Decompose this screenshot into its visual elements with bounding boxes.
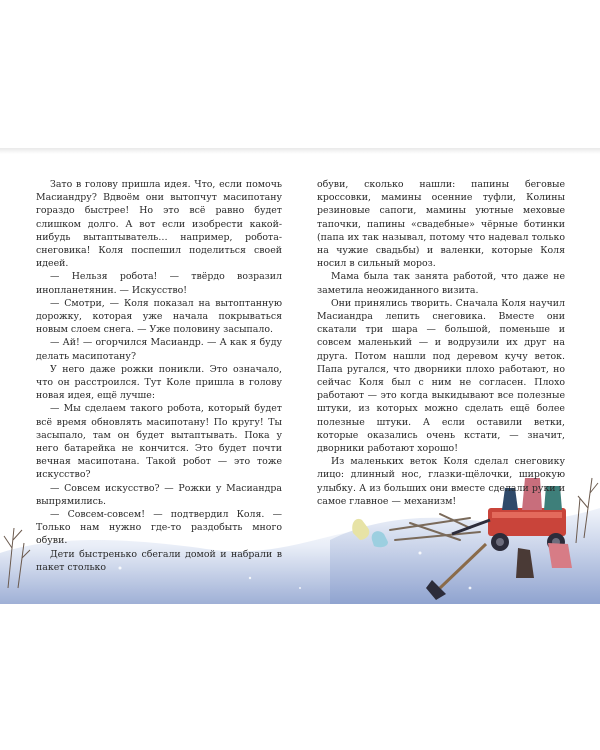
paragraph: — Ай! — огорчился Масиандр. — А как я буду делать масипотану?: [36, 337, 282, 362]
paragraph: обуви, сколько нашли: папины беговые кроссовки, мамины осенние туфли, Колины резиновые сапоги, мамины уютные меховые тапочки, папины «свадебные» чёрные ботинки (папа их так называл, потому что надевал только на чужие свадьбы) и валенки, которые Коля носил в сильный мороз.: [317, 179, 565, 270]
paragraph: — Нельзя робота! — твёрдо возразил инопланетянин. — Искусство!: [36, 271, 282, 296]
paragraph: Мама была так занята работой, что даже не заметила неожиданного визита.: [317, 271, 565, 296]
paragraph: — Совсем искусство? — Рожки у Масиандра выпрямились.: [36, 482, 282, 507]
paragraph: Зато в голову пришла идея. Что, если помочь Масиандру? Вдвоём они вытопчут масипотану гораздо быстрее! Но это всё равно будет слишком долго. А вот если изобрести какой-нибудь вытаптыватель… например, робота-снеговика! Коля поспешил поделиться своей идеей.: [36, 179, 282, 270]
paragraph: У него даже рожки поникли. Это означало, что он расстроился. Тут Коле пришла в голову новая идея, ещё лучше:: [36, 363, 282, 402]
paragraph: Из маленьких веток Коля сделал снеговику лицо: длинный нос, глазки-щёлочки, широкую улыбку. А из больших они вместе сделали руки и самое главное — механизм!: [317, 456, 565, 507]
text-column-right: [317, 178, 565, 508]
paragraph: — Смотри, — Коля показал на вытоптанную дорожку, которая уже начала покрываться новым слоем снега. — Уже половину засыпало.: [36, 297, 282, 336]
paragraph: — Мы сделаем такого робота, который будет всё время обновлять масипотану! По кругу! Ты засыпало, там он будет вытаптывать. Пока у него батарейка не кончится. Это будет почти вечная масипотана. Такой робот — это тоже искусство?: [36, 403, 282, 481]
paragraph: Дети быстренько сбегали домой и набрали в пакет столько: [36, 548, 282, 573]
paragraph: — Совсем-совсем! — подтвердил Коля. — Только нам нужно где-то раздобыть много обуви.: [36, 509, 282, 547]
text-column-left: [36, 178, 282, 574]
book-spread: [0, 148, 600, 604]
paragraph: Они принялись творить. Сначала Коля научил Масиандра лепить снеговика. Вместе они скатали три шара — большой, поменьше и совсем маленький — и водрузили их друг на друга. Потом нашли под деревом кучу веток. Папа ругался, что дворники плохо работают, но сейчас Коля был с ним не согласен. Плохо работают — это когда выкидывают все полезные штуки, из которых можно сделать ещё более полезные штуки. А если оставили ветки, которые оказались очень кстати, — значит, дворники работают хорошо!: [317, 297, 565, 455]
